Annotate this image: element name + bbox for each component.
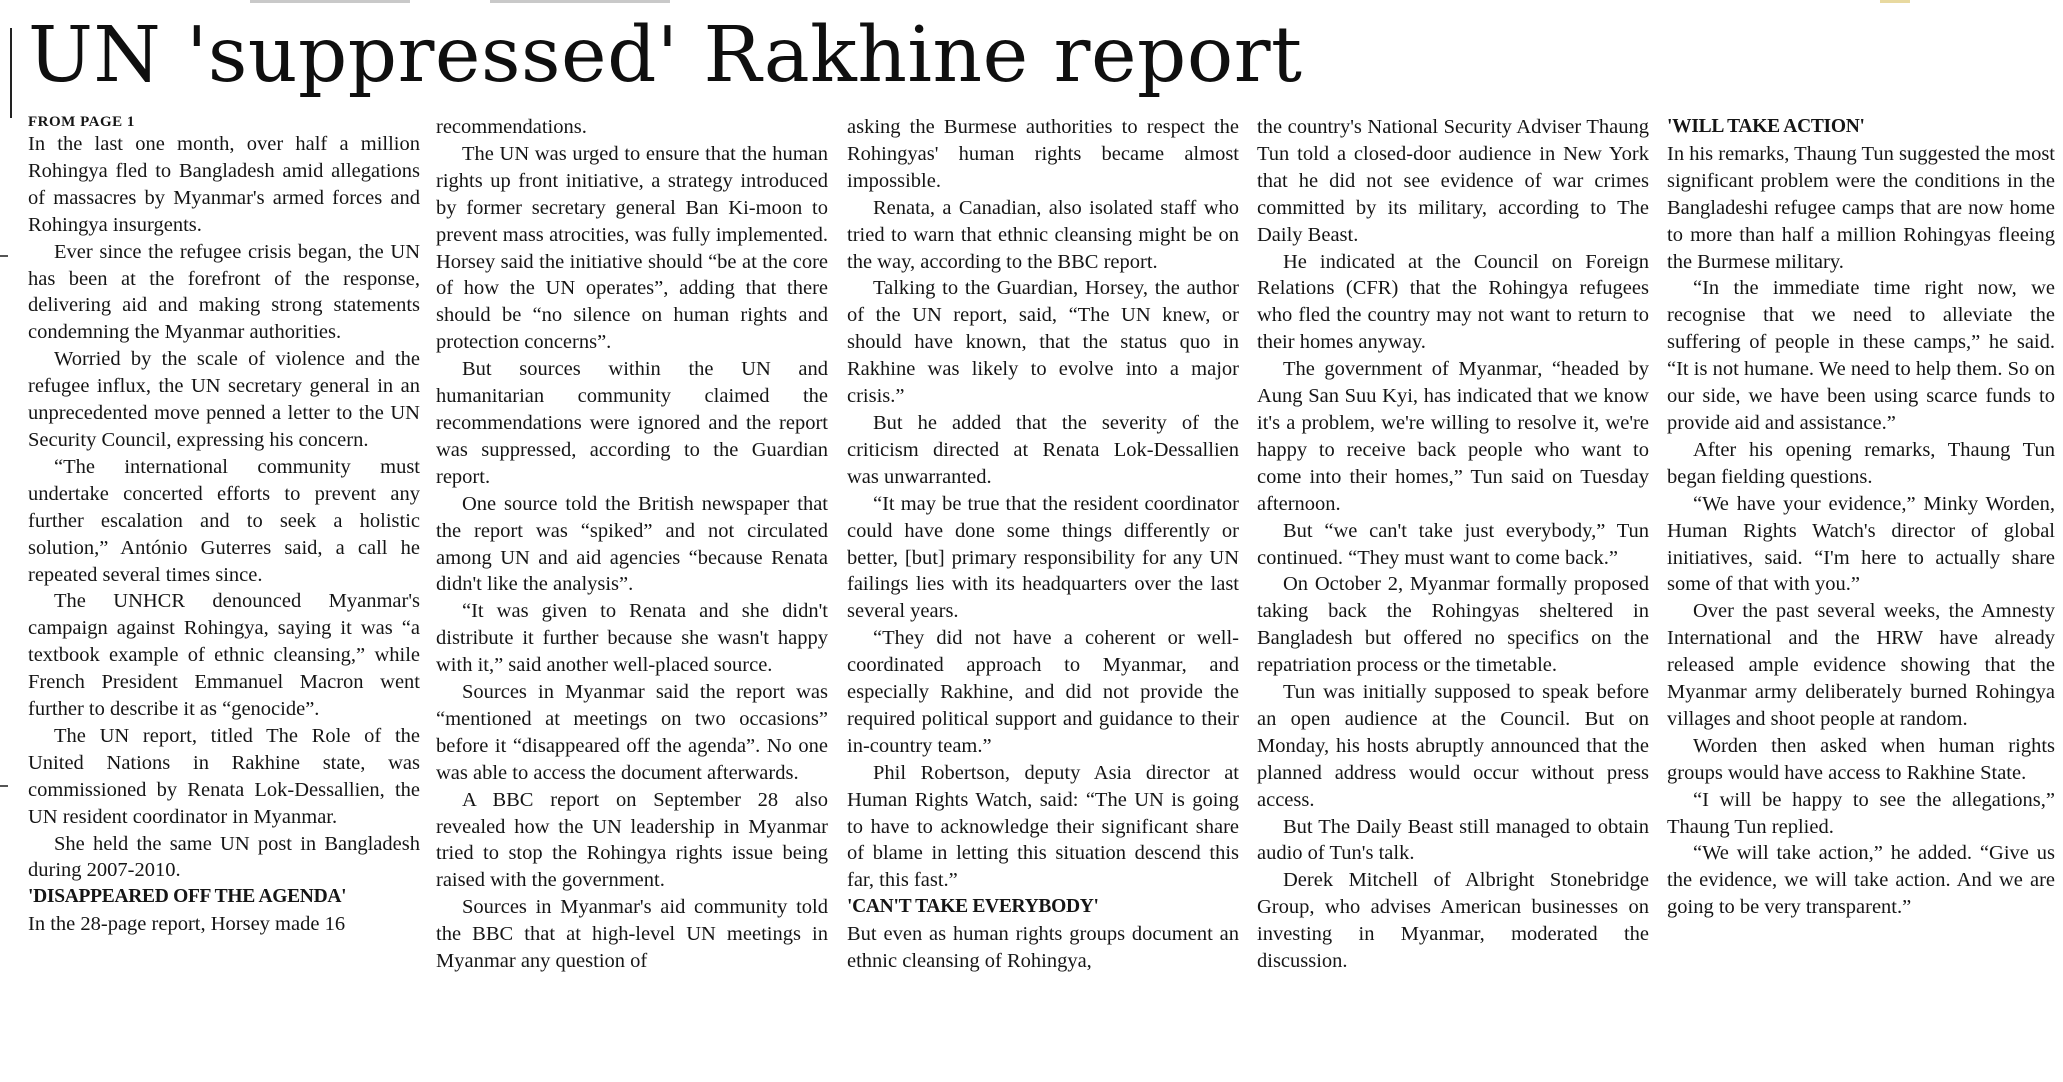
paragraph: Over the past several weeks, the Amnesty International and the HRW have already released ample evidence showing that the Myanmar army deliberately burned Rohingya villages and shoot people at random.	[1667, 600, 2055, 730]
subhead-cant-take-everybody: 'CAN'T TAKE EVERYBODY'	[847, 896, 1099, 918]
paragraph: “We will take action,” he added. “Give us the evidence, we will take action. And we are going to be very transparent.”	[1667, 842, 2055, 919]
paragraph: Worried by the scale of violence and the refugee influx, the UN secretary general in an unprecedented move penned a letter to the UN Security Council, expressing his concern.	[28, 348, 420, 451]
paragraph: Talking to the Guardian, Horsey, the author of the UN report, said, “The UN knew, or should have known, that the status quo in Rakhine was likely to evolve into a major crisis.”	[847, 277, 1239, 408]
subhead-will-take-action: 'WILL TAKE ACTION'	[1667, 116, 1865, 137]
paragraph: “I will be happy to see the allegations,” Thaung Tun replied.	[1667, 788, 2055, 838]
paragraph: In the last one month, over half a million Rohingya fled to Bangladesh amid allegations of massacres by Myanmar's armed forces and Rohingya insurgents.	[28, 133, 420, 236]
paragraph: After his opening remarks, Thaung Tun began fielding questions.	[1667, 438, 2055, 488]
article-column-4	[1257, 114, 1649, 975]
article-column-1	[28, 114, 420, 938]
paragraph: “It was given to Renata and she didn't distribute it further because she wasn't happy with it,” said another well-placed source.	[436, 600, 828, 677]
paragraph: On October 2, Myanmar formally proposed taking back the Rohingyas sheltered in Bangladesh but offered no specifics on the repatriation process or the timetable.	[1257, 573, 1649, 677]
paragraph: The UN report, titled The Role of the United Nations in Rakhine state, was commissioned by Renata Lok-Dessallien, the UN resident coordinator in Myanmar.	[28, 724, 420, 828]
margin-tick	[0, 785, 8, 787]
paragraph: Derek Mitchell of Albright Stonebridge Group, who advises American businesses on investing in Myanmar, moderated the discussion.	[1257, 869, 1649, 973]
paragraph: “In the immediate time right now, we recognise that we need to alleviate the suffering of people in these camps,” he said. “It is not humane. We need to help them. So on our side, we have been using scarce funds to provide aid and assistance.”	[1667, 277, 2055, 434]
paragraph: Sources in Myanmar said the report was “mentioned at meetings on two occasions” before it “disappeared off the agenda”. No one was able to access the document afterwards.	[436, 681, 828, 784]
paragraph: “The international community must undertake concerted efforts to prevent any further escalation and to seek a holistic solution,” António Guterres said, a call he repeated several times since.	[28, 455, 420, 586]
paragraph: The government of Myanmar, “headed by Aung San Suu Kyi, has indicated that we know it's a problem, we're willing to resolve it, we're happy to receive back people who want to come into their homes,” Tun said on Tuesday afternoon.	[1257, 358, 1649, 515]
headline-margin-rule	[10, 28, 12, 118]
paragraph: But he added that the severity of the criticism directed at Renata Lok-Dessallien was unwarranted.	[847, 411, 1239, 488]
paragraph: Sources in Myanmar's aid community told the BBC that at high-level UN meetings in Myanmar any question of	[436, 896, 828, 973]
paragraph: In his remarks, Thaung Tun suggested the most significant problem were the conditions in the Bangladeshi refugee camps that are now home to more than half a million Rohingyas fleeing the Burmese military.	[1667, 142, 2055, 273]
kicker-from-page: FROM PAGE 1	[28, 114, 135, 130]
article-column-2	[436, 114, 828, 975]
subhead-disappeared: 'DISAPPEARED OFF THE AGENDA'	[28, 886, 347, 908]
paragraph: Ever since the refugee crisis began, the UN has been at the forefront of the response, delivering aid and making strong statements condemning the Myanmar authorities.	[28, 240, 420, 344]
paragraph: Renata, a Canadian, also isolated staff who tried to warn that ethnic cleansing might be on the way, according to the BBC report.	[847, 196, 1239, 273]
paragraph: Tun was initially supposed to speak before an open audience at the Council. But on Monday, his hosts abruptly announced that the planned address would occur without press access.	[1257, 681, 1649, 811]
article-column-5	[1667, 114, 2055, 921]
paragraph: But “we can't take just everybody,” Tun continued. “They must want to come back.”	[1257, 519, 1649, 569]
paragraph: “It may be true that the resident coordinator could have done some things differently or better, [but] primary responsibility for any UN failings lies with its headquarters over the last several years.	[847, 492, 1239, 623]
top-rule-segment	[250, 0, 410, 3]
paragraph: Phil Robertson, deputy Asia director at Human Rights Watch, said: “The UN is going to have to acknowledge their significant share of blame in letting this situation descend this far, this fast.”	[847, 761, 1239, 892]
paragraph: But even as human rights groups document an ethnic cleansing of Rohingya,	[847, 923, 1239, 973]
paragraph-continued: asking the Burmese authorities to respect the Rohingyas' human rights became almost impossible.	[847, 116, 1239, 192]
margin-tick	[0, 255, 8, 257]
paragraph: He indicated at the Council on Foreign Relations (CFR) that the Rohingya refugees who fled the country may not want to return to their homes anyway.	[1257, 250, 1649, 354]
top-rule-segment	[490, 0, 670, 3]
paragraph: The UN was urged to ensure that the human rights up front initiative, a strategy introduced by former secretary general Ban Ki-moon to prevent mass atrocities, was fully implemented. Horsey said the initiative should “be at the core of how the UN operates”, adding that there should be “no silence on human rights and protection concerns”.	[436, 142, 828, 354]
paragraph: A BBC report on September 28 also revealed how the UN leadership in Myanmar tried to stop the Rohingya rights issue being raised with the government.	[436, 788, 828, 892]
paragraph: The UNHCR denounced Myanmar's campaign against Rohingya, saying it was “a textbook example of ethnic cleansing,” while French President Emmanuel Macron went further to describe it as “genocide”.	[28, 590, 420, 721]
article-column-3	[847, 114, 1239, 975]
paragraph: “We have your evidence,” Minky Worden, Human Rights Watch's director of global initiatives, said. “I'm here to actually share some of that with you.”	[1667, 492, 2055, 596]
paragraph: But sources within the UN and humanitarian community claimed the recommendations were ignored and the report was suppressed, according to the Guardian report.	[436, 358, 828, 488]
paragraph: In the 28-page report, Horsey made 16	[28, 913, 346, 936]
top-rule-segment	[1880, 0, 1910, 3]
paragraph-continued: recommendations.	[436, 116, 587, 138]
paragraph: She held the same UN post in Bangladesh during 2007-2010.	[28, 832, 420, 882]
paragraph: Worden then asked when human rights groups would have access to Rakhine State.	[1667, 734, 2055, 784]
paragraph: But The Daily Beast still managed to obtain audio of Tun's talk.	[1257, 815, 1649, 865]
headline: UN 'suppressed' Rakhine report	[28, 11, 1303, 100]
paragraph: One source told the British newspaper that the report was “spiked” and not circulated among UN and aid agencies “because Renata didn't like the analysis”.	[436, 492, 828, 596]
paragraph: “They did not have a coherent or well-coordinated approach to Myanmar, and especially Rakhine, and did not provide the required political support and guidance to their in-country team.”	[847, 627, 1239, 757]
paragraph-continued: the country's National Security Adviser Thaung Tun told a closed-door audience in New York that he did not see evidence of war crimes committed by its military, according to The Daily Beast.	[1257, 116, 1649, 246]
